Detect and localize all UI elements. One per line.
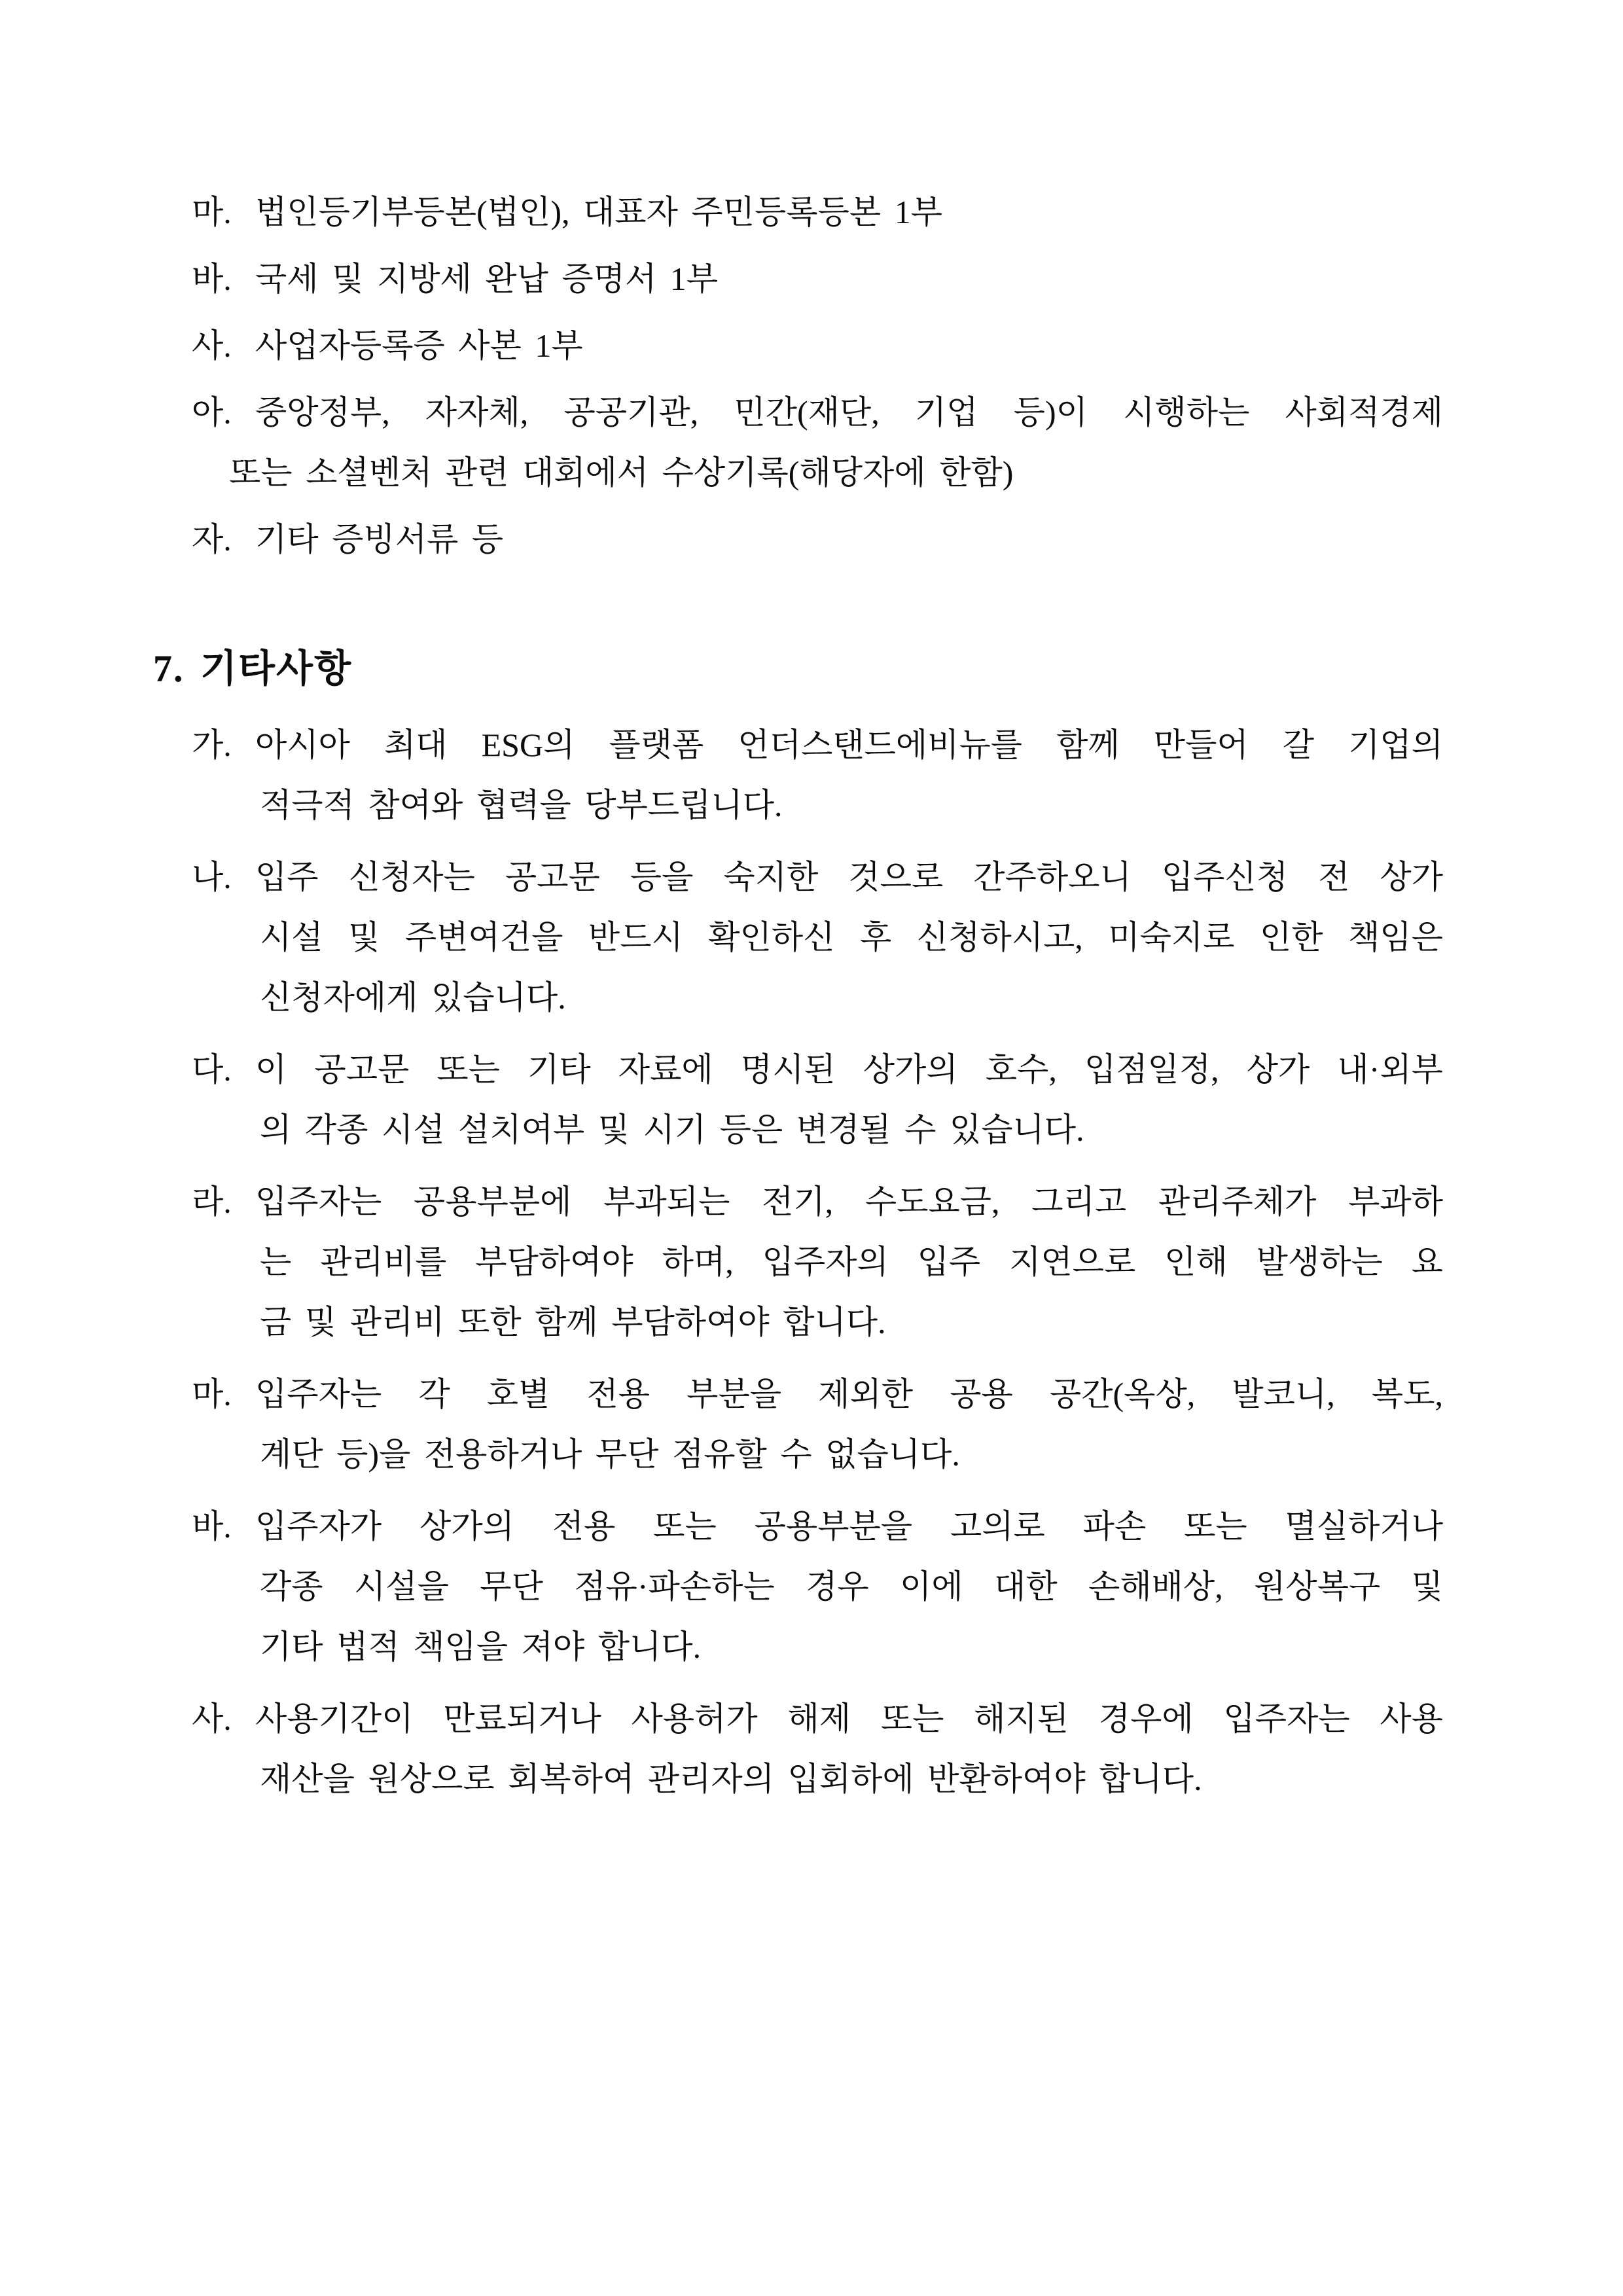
item-line: 는 관리비를 부담하여야 하며, 입주자의 입주 지연으로 인해 발생하는 요	[260, 1244, 1443, 1280]
section-item-ga	[0, 715, 1623, 835]
item-line	[0, 509, 1623, 569]
item-line	[0, 715, 1623, 775]
section-item-ma	[0, 1364, 1623, 1484]
list-item-sa	[0, 315, 1623, 376]
item-text: 국세 및 지방세 완납 증명서 1부	[255, 260, 719, 297]
section-item-sa	[0, 1689, 1623, 1809]
item-line: 의 각종 시설 설치여부 및 시기 등은 변경될 수 있습니다.	[260, 1111, 1084, 1148]
item-marker: 마.	[192, 1376, 232, 1412]
item-text: 아시아 최대 ESG의 플랫폼 언더스탠드에비뉴를 함께 만들어 갈 기업의	[255, 726, 1443, 763]
item-text: 이 공고문 또는 기타 자료에 명시된 상가의 호수, 입점일정, 상가 내·외부	[255, 1051, 1443, 1088]
item-text: 입주자는 공용부분에 부과되는 전기, 수도요금, 그리고 관리주체가 부과하	[255, 1183, 1443, 1220]
item-line: 시설 및 주변여건을 반드시 확인하신 후 신청하시고, 미숙지로 인한 책임은	[260, 919, 1443, 956]
list-item-ba	[0, 249, 1623, 309]
item-line	[0, 1039, 1623, 1100]
item-line	[0, 315, 1623, 376]
item-text: 사용기간이 만료되거나 사용허가 해제 또는 해지된 경우에 입주자는 사용	[255, 1700, 1443, 1737]
item-line: 기타 법적 책임을 져야 합니다.	[260, 1628, 702, 1665]
item-marker: 다.	[192, 1051, 232, 1088]
item-text: 입주자가 상가의 전용 또는 공용부분을 고의로 파손 또는 멸실하거나	[255, 1508, 1443, 1545]
list-item-ja	[0, 509, 1623, 569]
item-text: 입주자는 각 호별 전용 부분을 제외한 공용 공간(옥상, 발코니, 복도,	[255, 1376, 1443, 1412]
item-text: 입주 신청자는 공고문 등을 숙지한 것으로 간주하오니 입주신청 전 상가	[255, 859, 1443, 895]
item-line	[0, 1364, 1623, 1424]
item-text: 사업자등록증 사본 1부	[255, 327, 583, 364]
item-line: 재산을 원상으로 회복하여 관리자의 입회하에 반환하여야 합니다.	[260, 1761, 1202, 1797]
item-line	[0, 1496, 1623, 1556]
item-line: 또는 소셜벤처 관련 대회에서 수상기록(해당자에 한함)	[229, 454, 1014, 491]
section-heading: 7. 기타사항	[153, 647, 353, 690]
item-marker: 바.	[192, 260, 232, 297]
section-item-ra	[0, 1172, 1623, 1352]
item-text: 기타 증빙서류 등	[255, 521, 504, 558]
section-item-na	[0, 847, 1623, 1028]
section-item-da	[0, 1039, 1623, 1160]
item-line: 적극적 참여와 협력을 당부드립니다.	[260, 787, 783, 823]
item-marker: 사.	[192, 327, 232, 364]
item-marker: 라.	[192, 1183, 232, 1220]
item-marker: 아.	[192, 394, 232, 431]
item-line	[0, 249, 1623, 309]
item-line: 각종 시설을 무단 점유·파손하는 경우 이에 대한 손해배상, 원상복구 및	[260, 1568, 1443, 1605]
item-line: 신청자에게 있습니다.	[260, 979, 566, 1016]
item-line	[0, 847, 1623, 907]
section-item-ba	[0, 1496, 1623, 1677]
item-line	[0, 1172, 1623, 1232]
item-line	[0, 1689, 1623, 1749]
item-marker: 바.	[192, 1508, 232, 1545]
item-line	[0, 382, 1623, 442]
section-7	[0, 637, 1623, 1809]
item-text: 법인등기부등본(법인), 대표자 주민등록등본 1부	[255, 194, 942, 230]
item-marker: 나.	[192, 859, 232, 895]
item-line: 계단 등)을 전용하거나 무단 점유할 수 없습니다.	[260, 1436, 960, 1473]
list-item-a	[0, 382, 1623, 503]
item-marker: 자.	[192, 521, 232, 558]
item-marker: 사.	[192, 1700, 232, 1737]
item-marker: 마.	[192, 194, 232, 230]
attachment-list	[0, 182, 1623, 569]
item-line	[0, 182, 1623, 242]
list-item-ma	[0, 182, 1623, 242]
item-line: 금 및 관리비 또한 함께 부담하여야 합니다.	[260, 1304, 886, 1340]
item-marker: 가.	[192, 726, 232, 763]
item-text: 중앙정부, 자자체, 공공기관, 민간(재단, 기업 등)이 시행하는 사회적경제	[255, 394, 1443, 431]
